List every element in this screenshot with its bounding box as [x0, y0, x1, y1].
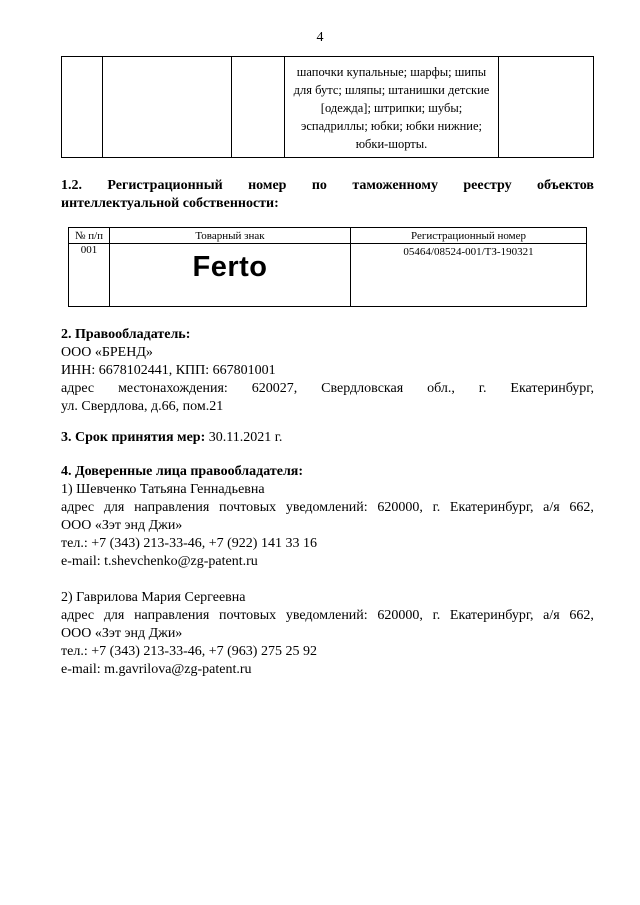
person-name: 1) Шевченко Татьяна Геннадьевна — [61, 482, 265, 497]
address-word: г. — [432, 608, 441, 623]
address-word: 662, — [569, 500, 594, 515]
address-word: Екатеринбург, — [449, 500, 534, 515]
column-header: № п/п — [69, 228, 110, 244]
person-address-line — [61, 499, 594, 517]
trademark-logo: Ferto — [192, 251, 268, 283]
heading-word: объектов — [536, 178, 594, 193]
goods-line: для бутс; шляпы; штанишки детские — [293, 83, 490, 97]
address-word: уведомлений: — [285, 608, 368, 623]
address-word: почтовых — [219, 608, 277, 623]
column-header: Товарный знак — [110, 228, 351, 244]
goods-line: шапочки купальные; шарфы; шипы — [296, 65, 487, 79]
heading-line — [61, 177, 594, 195]
address-word: адрес — [61, 500, 95, 515]
section-title: 4. Доверенные лица правообладателя: — [61, 464, 304, 479]
address-word: направления — [134, 500, 210, 515]
rightholder-name: ООО «БРЕНД» — [61, 345, 153, 360]
address-word: для — [103, 500, 125, 515]
goods-line: эспадриллы; юбки; юбки нижние; — [301, 119, 482, 133]
person-address-line — [61, 607, 594, 625]
section-number: 1.2. — [61, 178, 82, 193]
heading-word: реестру — [463, 178, 512, 193]
section-title: 2. Правообладатель: — [61, 327, 191, 342]
heading-word: по — [311, 178, 327, 193]
address-word: уведомлений: — [285, 500, 368, 515]
person-email: e-mail: m.gavrilova@zg-patent.ru — [61, 662, 252, 677]
person-phone: тел.: +7 (343) 213-33-46, +7 (922) 141 33 16 — [61, 536, 317, 551]
address-word: 620000, — [377, 500, 423, 515]
table-cell — [232, 57, 285, 158]
address-word: Свердловская — [321, 381, 404, 396]
address-word: адрес — [61, 381, 95, 396]
trademark-cell — [110, 244, 351, 307]
address-word: адрес — [61, 608, 95, 623]
goods-line: юбки-шорты. — [355, 137, 428, 151]
measures-date: 30.11.2021 г. — [205, 430, 283, 445]
address-word: а/я — [543, 500, 560, 515]
heading-line: интеллектуальной собственности: — [61, 196, 279, 211]
page-number: 4 — [316, 30, 324, 45]
table-cell — [103, 57, 232, 158]
goods-line: [одежда]; штрипки; шубы; — [320, 101, 463, 115]
goods-list-cell — [285, 57, 499, 158]
address-word: обл., — [427, 381, 455, 396]
spacer — [61, 571, 594, 589]
person-email: e-mail: t.shevchenko@zg-patent.ru — [61, 554, 258, 569]
table-row — [69, 244, 587, 307]
address-word: почтовых — [219, 500, 277, 515]
column-header: Регистрационный номер — [351, 228, 587, 244]
table-cell — [62, 57, 103, 158]
address-word: а/я — [543, 608, 560, 623]
address-word: местонахождения: — [118, 381, 228, 396]
registration-number-cell: 05464/08524-001/ТЗ-190321 — [351, 244, 587, 307]
table-row — [62, 57, 594, 158]
heading-word: таможенному — [352, 178, 438, 193]
rightholder-address-line: ул. Свердлова, д.66, пом.21 — [61, 399, 224, 414]
heading-word: Регистрационный — [107, 178, 223, 193]
address-word: для — [103, 608, 125, 623]
person-company: ООО «Зэт энд Джи» — [61, 626, 183, 641]
section-2 — [61, 326, 594, 416]
person-company: ООО «Зэт энд Джи» — [61, 518, 183, 533]
address-word: 620027, — [251, 381, 298, 396]
address-word: Екатеринбург, — [510, 381, 594, 396]
section-3 — [61, 429, 594, 447]
address-word: г. — [478, 381, 487, 396]
registration-table — [68, 227, 587, 307]
address-word: Екатеринбург, — [449, 608, 534, 623]
section-title: 3. Срок принятия мер: — [61, 430, 206, 445]
person-name: 2) Гаврилова Мария Сергеевна — [61, 590, 246, 605]
goods-continuation-table — [61, 56, 594, 158]
rightholder-address-line — [61, 380, 594, 398]
address-word: г. — [432, 500, 441, 515]
person-phone: тел.: +7 (343) 213-33-46, +7 (963) 275 25 92 — [61, 644, 317, 659]
table-cell — [499, 57, 594, 158]
table-header-row — [69, 228, 587, 244]
rightholder-inn: ИНН: 6678102441, КПП: 667801001 — [61, 363, 276, 378]
address-word: 662, — [569, 608, 594, 623]
section-1-2-heading — [61, 177, 594, 213]
address-word: 620000, — [377, 608, 423, 623]
row-number-cell: 001 — [69, 244, 110, 307]
section-4 — [61, 463, 594, 679]
heading-word: номер — [248, 178, 287, 193]
address-word: направления — [134, 608, 210, 623]
